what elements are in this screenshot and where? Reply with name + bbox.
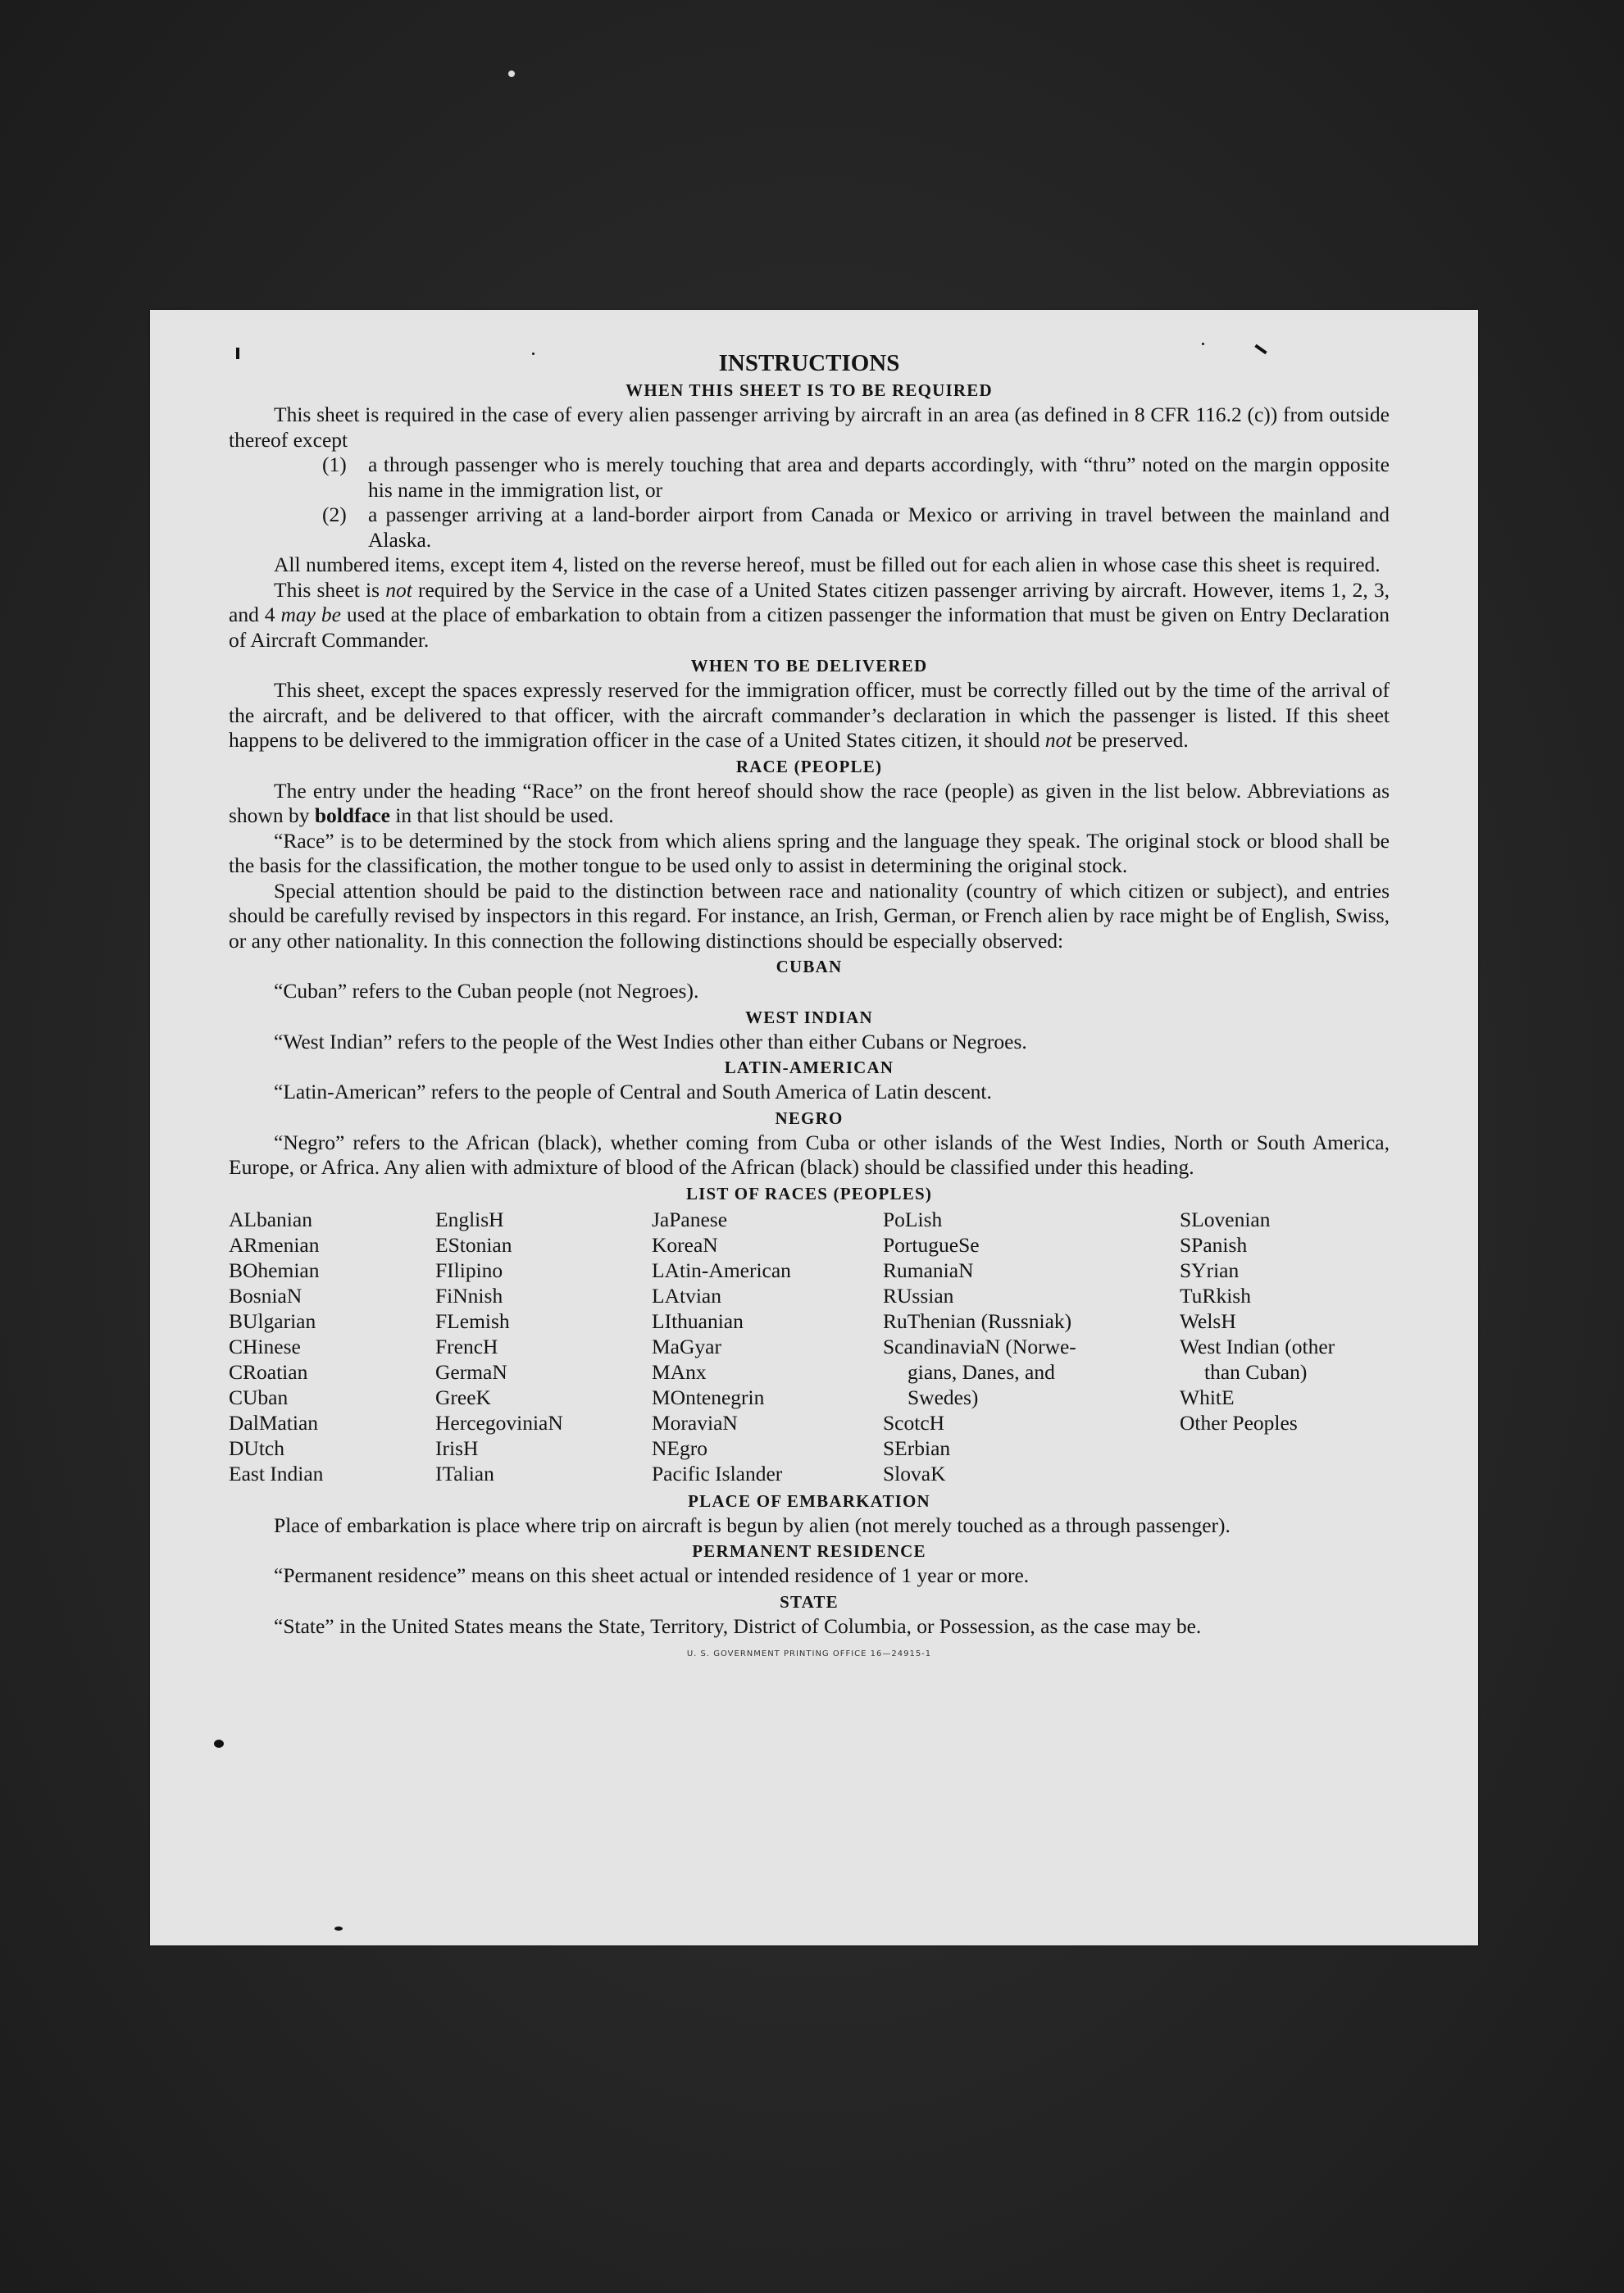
race-entry: SLovenian bbox=[1180, 1207, 1271, 1231]
race-entry: MaGyar bbox=[652, 1334, 721, 1358]
scan-mark bbox=[214, 1740, 224, 1748]
race-paragraph-1 bbox=[229, 779, 1390, 829]
numbered-items-paragraph: All numbered items, except item 4, listed on the reverse hereof, must be filled out for each alien in whose case this sheet is required. bbox=[274, 553, 1381, 576]
emphasis-text: not bbox=[385, 577, 412, 602]
text-run: This sheet is bbox=[274, 577, 386, 602]
race-entry: FLemish bbox=[435, 1308, 510, 1333]
bold-text: boldface bbox=[314, 803, 390, 827]
text-run: used at the place of embarkation to obtain from a citizen passenger the information that must be given on Entry Declaration of Aircraft Commander. bbox=[229, 603, 1390, 652]
race-entry: DalMatian bbox=[229, 1410, 319, 1435]
printer-imprint: U. S. GOVERNMENT PRINTING OFFICE 16—24915-1 bbox=[686, 1649, 932, 1658]
citizen-paragraph bbox=[229, 578, 1390, 653]
emphasis-text: not bbox=[1044, 728, 1072, 752]
race-entry: CHinese bbox=[229, 1334, 301, 1358]
residence-paragraph: “Permanent residence” means on this sheet actual or intended residence of 1 year or more. bbox=[274, 1563, 1030, 1587]
race-column bbox=[1180, 1207, 1390, 1486]
race-entry: Pacific Islander bbox=[652, 1461, 783, 1485]
delivered-paragraph bbox=[229, 678, 1390, 753]
scan-mark bbox=[334, 1927, 343, 1931]
race-entry-continuation: gians, Danes, and bbox=[908, 1359, 1055, 1384]
section-heading-residence: PERMANENT RESIDENCE bbox=[692, 1541, 926, 1561]
race-entry: RumaniaN bbox=[883, 1258, 974, 1282]
section-heading-race: RACE (PEOPLE) bbox=[735, 756, 883, 776]
section-heading-list-of-races: LIST OF RACES (PEOPLES) bbox=[685, 1183, 933, 1203]
exception-item bbox=[322, 453, 1390, 503]
race-entry: IrisH bbox=[435, 1435, 479, 1460]
text-run: This sheet, except the spaces expressly reserved for the immigration officer, must be correctly filled out by the time of the arrival of the aircraft, and be delivered to that officer, with the aircraft commander’s declaration in which the passenger is listed. If this sheet happens to be delivered to the immigration officer in the case of a United States citizen, it should bbox=[229, 678, 1390, 752]
race-column bbox=[229, 1207, 435, 1486]
race-entry: ScandinaviaN (Norwe- bbox=[883, 1334, 1076, 1358]
race-entry: ALbanian bbox=[229, 1207, 312, 1231]
exception-text: a passenger arriving at a land-border airport from Canada or Mexico or arriving in travel between the mainland and Alaska. bbox=[368, 503, 1390, 552]
race-entry: PortugueSe bbox=[883, 1232, 980, 1257]
race-entry: ARmenian bbox=[229, 1232, 320, 1257]
race-entry: LIthuanian bbox=[652, 1308, 744, 1333]
race-column bbox=[883, 1207, 1180, 1486]
race-entry: EStonian bbox=[435, 1232, 512, 1257]
scan-dust-speck bbox=[508, 71, 515, 77]
race-entry: Other Peoples bbox=[1180, 1410, 1298, 1435]
west-indian-paragraph: “West Indian” refers to the people of the West Indies other than either Cubans or Negroes. bbox=[274, 1029, 1027, 1053]
race-entry: WhitE bbox=[1180, 1385, 1235, 1409]
race-entry: EnglisH bbox=[435, 1207, 504, 1231]
text-run: The entry under the heading “Race” on the front hereof should show the race (people) as given in the list below. Abbreviations as shown by bbox=[229, 778, 1390, 827]
race-entry: BUlgarian bbox=[229, 1308, 316, 1333]
race-entry: GermaN bbox=[435, 1359, 507, 1384]
section-heading-state: STATE bbox=[780, 1591, 839, 1612]
state-paragraph: “State” in the United States means the State, Territory, District of Columbia, or Possession, as the case may be. bbox=[274, 1613, 1202, 1638]
section-heading-delivered: WHEN TO BE DELIVERED bbox=[690, 656, 928, 676]
race-paragraph-2: “Race” is to be determined by the stock from which aliens spring and the language they speak. The original stock or blood shall be the basis for the classification, the mother tongue to be used only to assist in determining the original stock. bbox=[229, 828, 1390, 877]
latin-american-paragraph: “Latin-American” refers to the people of Central and South America of Latin descent. bbox=[274, 1080, 992, 1103]
race-entry: DUtch bbox=[229, 1435, 284, 1460]
race-paragraph-3: Special attention should be paid to the distinction between race and nationality (country of which citizen or subject), and entries should be carefully revised by inspectors in this regard. For instance, an Irish, German, or French alien by race might be of English, Swiss, or any other nationality. In this connection the following distinctions should be especially observed: bbox=[229, 878, 1390, 953]
race-entry: MOntenegrin bbox=[652, 1385, 765, 1409]
race-entry: CRoatian bbox=[229, 1359, 308, 1384]
required-intro: This sheet is required in the case of every alien passenger arriving by aircraft in an area (as defined in 8 CFR 116.2 (c)) from outside thereof except bbox=[229, 403, 1390, 452]
race-entry: JaPanese bbox=[652, 1207, 728, 1231]
cuban-paragraph: “Cuban” refers to the Cuban people (not Negroes). bbox=[274, 979, 699, 1003]
race-entry: TuRkish bbox=[1180, 1283, 1251, 1308]
race-column bbox=[652, 1207, 883, 1486]
race-entry: GreeK bbox=[435, 1385, 491, 1409]
race-entry: BosniaN bbox=[229, 1283, 303, 1308]
race-entry: WelsH bbox=[1180, 1308, 1236, 1333]
race-entry: MoraviaN bbox=[652, 1410, 738, 1435]
emphasis-text: may be bbox=[280, 603, 341, 626]
race-entry: FrencH bbox=[435, 1334, 498, 1358]
race-entry: MAnx bbox=[652, 1359, 707, 1384]
race-entry: SPanish bbox=[1180, 1232, 1248, 1257]
race-entry: NEgro bbox=[652, 1435, 707, 1460]
embarkation-paragraph: Place of embarkation is place where trip on aircraft is begun by alien (not merely touched as a through passenger). bbox=[274, 1513, 1231, 1537]
race-entry: SYrian bbox=[1180, 1258, 1240, 1282]
race-entry: LAtin-American bbox=[652, 1258, 791, 1282]
race-entry: SErbian bbox=[883, 1435, 951, 1460]
race-entry: LAtvian bbox=[652, 1283, 721, 1308]
exception-number: (1) bbox=[322, 453, 347, 476]
document-page bbox=[150, 310, 1478, 1945]
race-entry: West Indian (other bbox=[1180, 1334, 1335, 1358]
section-heading-negro: NEGRO bbox=[775, 1108, 844, 1128]
section-heading-latin-american: LATIN-AMERICAN bbox=[724, 1058, 894, 1077]
instructions-text bbox=[229, 349, 1390, 1667]
text-run: be preserved. bbox=[1071, 728, 1189, 752]
section-heading-embarkation: PLACE OF EMBARKATION bbox=[688, 1490, 930, 1511]
race-entry: KoreaN bbox=[652, 1232, 718, 1257]
race-entry: HercegoviniaN bbox=[435, 1410, 563, 1435]
race-entry: BOhemian bbox=[229, 1258, 320, 1282]
text-run: in that list should be used. bbox=[389, 803, 614, 827]
race-entry: RUssian bbox=[883, 1283, 954, 1308]
race-entry-continuation: Swedes) bbox=[908, 1385, 979, 1409]
exception-number: (2) bbox=[322, 503, 347, 526]
section-heading-cuban: CUBAN bbox=[776, 957, 843, 976]
race-entry: ScotcH bbox=[883, 1410, 945, 1435]
exception-item bbox=[322, 503, 1390, 553]
race-entry: FIlipino bbox=[435, 1258, 503, 1282]
page-title: INSTRUCTIONS bbox=[718, 350, 900, 376]
race-column bbox=[435, 1207, 652, 1486]
race-entry: ITalian bbox=[435, 1461, 494, 1485]
race-entry: RuThenian (Russniak) bbox=[883, 1308, 1072, 1333]
race-entry: East Indian bbox=[229, 1461, 324, 1485]
race-list bbox=[229, 1207, 1390, 1486]
text-run: required by the Service in the case of a United States citizen passenger arriving by aircraft. However, items 1, 2, 3, and 4 bbox=[229, 577, 1390, 626]
exception-text: a through passenger who is merely touching that area and departs accordingly, with “thru” noted on the margin opposite his name in the immigration list, or bbox=[368, 453, 1390, 502]
section-heading-west-indian: WEST INDIAN bbox=[745, 1007, 873, 1027]
negro-paragraph: “Negro” refers to the African (black), whether coming from Cuba or other islands of the West Indies, North or South America, Europe, or Africa. Any alien with admixture of blood of the African (black) should be classified under this heading. bbox=[229, 1130, 1390, 1179]
section-heading-required: WHEN THIS SHEET IS TO BE REQUIRED bbox=[625, 380, 993, 400]
race-entry: FiNnish bbox=[435, 1283, 503, 1308]
scan-mark bbox=[1202, 343, 1204, 345]
race-entry: PoLish bbox=[883, 1207, 943, 1231]
race-entry-continuation: than Cuban) bbox=[1204, 1359, 1308, 1384]
race-entry: CUban bbox=[229, 1385, 289, 1409]
race-entry: SlovaK bbox=[883, 1461, 946, 1485]
